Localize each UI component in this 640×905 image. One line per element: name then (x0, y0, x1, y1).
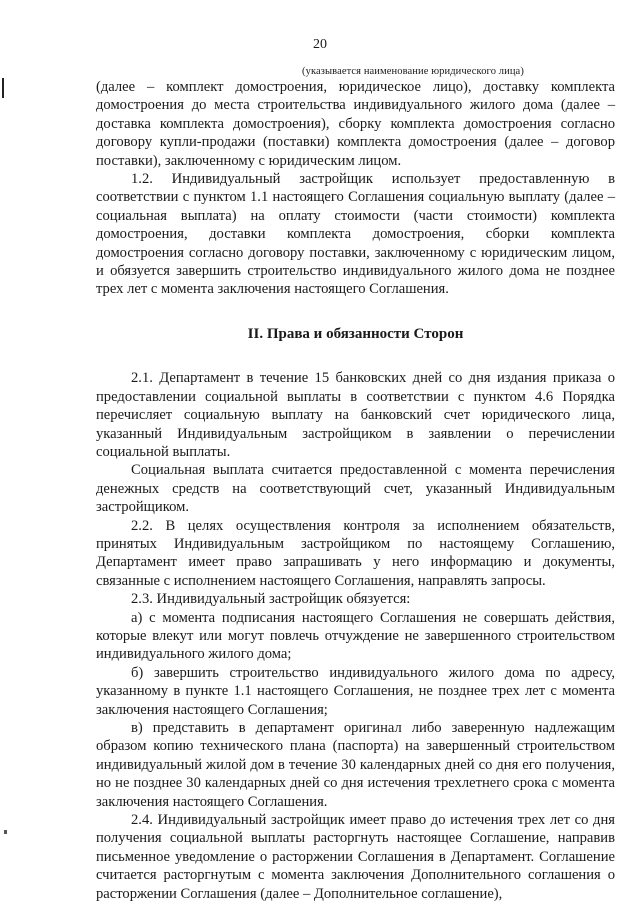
section-title: II. Права и обязанности Сторон (247, 325, 464, 342)
paragraph-1-2: 1.2. Индивидуальный застройщик использует предоставленную в соответствии с пунктом 1.1 настоящего Соглашения социальную выплату (далее – социальная выплата) на оплату стоимости (части стоимости) комплекта домостроения, доставки комплекта домостроения, сборки комплекта домостроения согласно договору поставки, заключенному с юридическим лицом, и обязуется завершить строительство индивидуального жилого дома не позднее трех лет с момента заключения настоящего Соглашения. (96, 171, 615, 298)
paragraph: (далее – комплект домостроения, юридическое лицо), доставку комплекта домостроения до места строительства индивидуального жилого дома (далее – доставка комплекта домостроения), сборку комплекта домостроения согласно договору купли-продажи (поставки) комплекта домостроения (далее – договор поставки), заключенному с юридическим лицом. (96, 79, 615, 169)
list-item-a: а) с момента подписания настоящего Соглашения не совершать действия, которые влекут или могут повлечь отчуждение не завершенного строительством индивидуального жилого дома; (96, 609, 615, 663)
paragraph-2-4: 2.4. Индивидуальный застройщик имеет право до истечения трех лет со дня получения социальной выплаты расторгнуть настоящее Соглашение, направив письменное уведомление о расторжении Соглашения в Департамент. Соглашение считается расторгнутым с момента заключения Дополнительного соглашения о расторжении Соглашения (далее – Дополнительное соглашение), (96, 812, 615, 902)
scan-margin-mark (4, 830, 7, 834)
paragraph-2-3: 2.3. Индивидуальный застройщик обязуется: (131, 591, 411, 608)
field-caption: (указывается наименование юридического лица) (302, 66, 524, 77)
document-body (96, 78, 615, 903)
paragraph-2-1: 2.1. Департамент в течение 15 банковских дней со дня издания приказа о предоставлении социальной выплаты в соответствии с пунктом 4.6 Порядка перечисляет социальную выплату на банковский счет юридического лица, указанный Индивидуальным застройщиком в заявлении о перечислении социальной выплаты. (96, 370, 615, 460)
list-item-b: б) завершить строительство индивидуального жилого дома по адресу, указанному в пункте 1.1 настоящего Соглашения, не позднее трех лет с момента заключения настоящего Соглашения; (96, 664, 615, 718)
scan-margin-mark (2, 78, 4, 98)
page-number: 20 (313, 37, 327, 52)
paragraph: Социальная выплата считается предоставленной с момента перечисления денежных средств на соответствующий счет, указанный Индивидуальным застройщиком. (96, 462, 615, 516)
paragraph-2-2: 2.2. В целях осуществления контроля за исполнением обязательств, принятых Индивидуальным застройщиком по настоящему Соглашению, Департамент имеет право запрашивать у него информацию и документы, связанные с исполнением настоящего Соглашения, направлять запросы. (96, 517, 615, 589)
list-item-v: в) представить в департамент оригинал либо заверенную надлежащим образом копию технического плана (паспорта) на завершенный строительством индивидуальный жилой дом в течение 30 календарных дней со дня его получения, но не позднее 30 календарных дней со дня истечения трехлетнего срока с момента заключения настоящего Соглашения. (96, 720, 615, 810)
